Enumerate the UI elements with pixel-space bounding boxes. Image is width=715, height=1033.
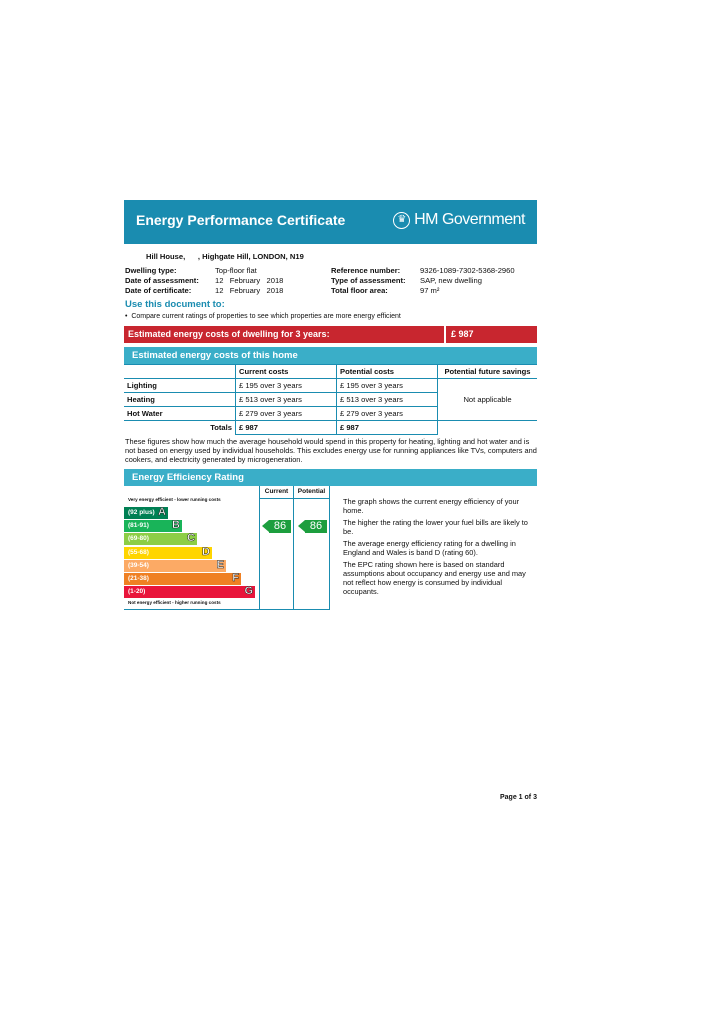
certificate-header [124, 200, 537, 244]
current-column-label: Current [264, 488, 289, 495]
rating-bottom-note: Not energy efficient - higher running costs [128, 600, 221, 605]
costs-note: These figures show how much the average household would spend in this property for heating, lighting and hot water and is not based on energy used by individual households. This excludes energy use for running appliances like TVs, computers and cookers, and electricity generated by microgeneration. [125, 437, 537, 464]
details-left: Dwelling type: Top-floor flat Date of assessment: 12 February 2018 Date of certificate: 12 February 2018 [125, 266, 284, 295]
rating-band-b [124, 520, 182, 532]
current-rating-arrow: 86 [269, 520, 291, 533]
crest-icon: ♛ [393, 212, 410, 229]
rating-band-f [124, 573, 241, 585]
rating-explanation: The graph shows the current energy efficiency of your home. The higher the rating the lower your fuel bills are likely to be. The average energy efficiency rating for a dwelling in England and Wales is band D (rating 60). The EPC rating shown here is based on standard assumptions about occupancy and energy use and may not reflect how energy is consumed by individual occupants. [343, 497, 528, 596]
rating-band-range: (92 plus) [128, 509, 155, 516]
rating-top-note: Very energy efficient - lower running costs [128, 497, 221, 502]
hm-government-logo: ♛ HM Government [393, 211, 525, 229]
use-document-heading: Use this document to: [125, 299, 225, 310]
details-right: Reference number: 9326-1089-7302-5368-2960 Type of assessment: SAP, new dwelling Total floor area: 97 m² [331, 266, 515, 295]
rating-band-letter: E [216, 558, 224, 571]
costs-heading: Estimated energy costs of this home [124, 347, 537, 364]
table-row: Hot Water £ 279 over 3 years £ 279 over 3 years [124, 407, 537, 421]
rating-band-letter: A [158, 506, 166, 518]
rating-band-range: (39-54) [128, 561, 149, 569]
rating-band-range: (1-20) [128, 588, 146, 596]
rating-band-range: (81-91) [128, 522, 149, 530]
page-number: Page 1 of 3 [500, 794, 537, 801]
table-row: Lighting £ 195 over 3 years £ 195 over 3 years Not applicable [124, 379, 537, 393]
totals-row: Totals £ 987 £ 987 [124, 421, 537, 435]
table-row: Heating £ 513 over 3 years £ 513 over 3 years [124, 393, 537, 407]
address: Hill House, , Highgate Hill, LONDON, N19 [146, 252, 304, 261]
rating-band-letter: D [202, 545, 210, 558]
rating-band-range: (69-80) [128, 535, 149, 543]
rating-band-range: (55-68) [128, 548, 149, 556]
costs-table [124, 364, 537, 435]
rating-band-c [124, 533, 197, 545]
certificate-title: Energy Performance Certificate [136, 212, 346, 228]
potential-rating-arrow: 86 [305, 520, 327, 533]
rating-band-range: (21-38) [128, 575, 149, 582]
three-year-cost-bar: Estimated energy costs of dwelling for 3 years: £ 987 [124, 326, 537, 343]
rating-band-d [124, 547, 212, 559]
three-year-cost-value: £ 987 [451, 329, 474, 339]
rating-heading: Energy Efficiency Rating [124, 469, 537, 486]
rating-band-a [124, 507, 168, 519]
table-header-row: Current costs Potential costs Potential future savings [124, 365, 537, 379]
rating-band-letter: C [187, 532, 195, 545]
rating-band-letter: B [172, 519, 180, 532]
potential-column-label: Potential [297, 488, 326, 495]
rating-band-letter: G [244, 585, 253, 598]
rating-band-g [124, 586, 255, 598]
potential-savings-cell: Not applicable [438, 379, 538, 421]
rating-band-e [124, 560, 226, 572]
use-document-bullet: • Compare current ratings of properties to see which properties are more energy efficient [125, 313, 401, 320]
rating-band-letter: F [232, 572, 239, 584]
